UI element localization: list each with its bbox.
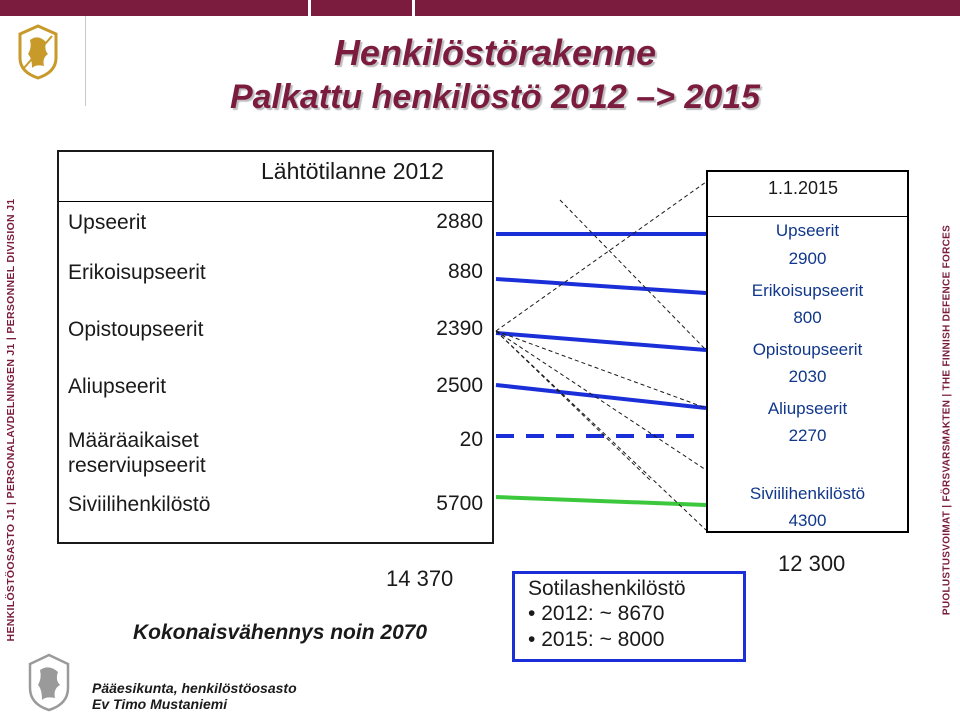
row-label: Aliupseerit	[767, 399, 848, 418]
row-value: 2030	[788, 367, 827, 386]
total-2012: 14 370	[386, 566, 454, 591]
row-label: Siviilihenkilöstö	[68, 493, 211, 516]
slide-title: Henkilöstörakenne	[333, 32, 657, 73]
cross-connector	[496, 331, 706, 470]
table-2012-caption: Lähtötilanne 2012	[261, 158, 444, 184]
military-box-item: • 2015: ~ 8000	[528, 628, 665, 651]
row-label: Upseerit	[775, 221, 840, 240]
row-value: 4300	[788, 511, 827, 530]
row-label: Erikoisupseerit	[68, 261, 206, 284]
military-box-title: Sotilashenkilöstö	[528, 577, 686, 600]
row-label: Siviilihenkilöstö	[749, 484, 866, 503]
cross-connector	[560, 200, 706, 350]
connector-erikoisupseerit	[496, 279, 706, 293]
row-label: Upseerit	[68, 211, 147, 234]
total-2015: 12 300	[778, 551, 846, 576]
row-value: 2500	[436, 374, 483, 397]
row-value: 2900	[788, 249, 827, 268]
row-label-line2: reserviupseerit	[68, 454, 206, 477]
row-value: 5700	[436, 492, 483, 515]
row-value: 20	[459, 428, 483, 451]
defence-forces-emblem	[26, 652, 72, 712]
row-label: Erikoisupseerit	[751, 281, 864, 300]
connector-siviili	[496, 497, 706, 505]
row-value: 2880	[436, 210, 483, 233]
slide-subtitle: Palkattu henkilöstö 2012 –> 2015	[229, 78, 761, 116]
cross-connector	[496, 331, 650, 480]
row-value: 2270	[788, 426, 827, 445]
military-2012-value: 2012: ~ 8670	[541, 602, 665, 625]
footer-organization: Pääesikunta, henkilöstöosasto	[92, 680, 297, 696]
organization-band-text: PUOLUSTUSVOIMAT | FÖRSVARSMAKTEN | THE FINNISH DEFENCE FORCES	[941, 224, 953, 616]
staff-2015-table	[706, 170, 909, 533]
row-value: 800	[793, 308, 822, 327]
row-value: 880	[447, 260, 483, 283]
row-value: 2390	[436, 317, 483, 340]
footer-author: Ev Timo Mustaniemi	[92, 696, 228, 712]
footer	[92, 680, 297, 712]
table-2015-divider	[708, 216, 907, 217]
row-label: Aliupseerit	[68, 375, 167, 398]
table-2015-caption: 1.1.2015	[768, 178, 839, 198]
military-box-item: • 2012: ~ 8670	[528, 602, 665, 625]
military-staff-box	[512, 571, 746, 662]
military-2015-value: 2015: ~ 8000	[541, 628, 665, 651]
total-reduction-note: Kokonaisvähennys noin 2070	[133, 621, 428, 644]
row-label: Opistoupseerit	[752, 340, 863, 359]
row-label: Määräaikaiset	[68, 429, 199, 452]
department-band-text: HENKILÖSTÖOSASTO J1 | PERSONALAVDELNINGEN J1 | PERSONNEL DIVISION J1	[5, 198, 17, 642]
cross-connector	[496, 182, 706, 331]
row-label: Opistoupseerit	[68, 318, 204, 341]
connector-opistoupseerit	[496, 333, 706, 350]
